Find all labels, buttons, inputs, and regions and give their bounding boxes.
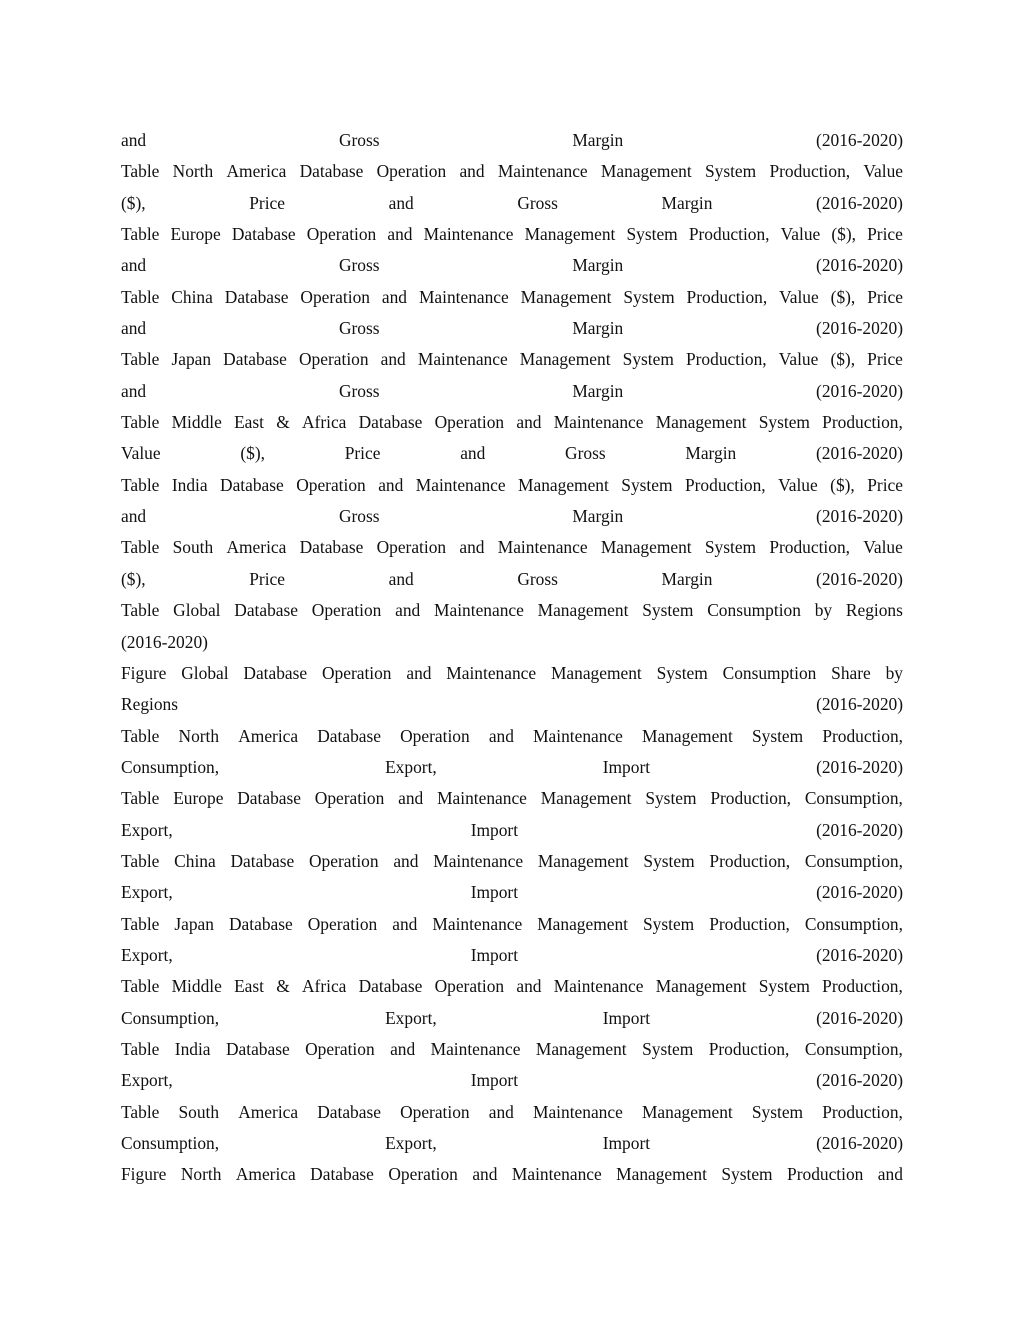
text-word: Gross [338,318,380,339]
text-word: Management [642,725,733,746]
text-word: (2016-2020) [816,192,903,213]
text-word: and [381,286,408,307]
text-word: Margin [661,568,713,589]
text-word: (2016-2020) [816,506,903,527]
text-line [121,1159,903,1190]
text-word: and [121,506,147,527]
text-word: (2016-2020) [816,1133,903,1153]
text-word: Consumption [707,600,801,621]
text-word: and [121,318,147,339]
text-word: Database [234,600,299,621]
text-line [121,1003,903,1034]
text-line [121,909,903,940]
text-word: and [393,850,419,871]
text-word: Europe [173,788,224,809]
text-word: Global [173,600,221,621]
text-word: Management [537,913,628,934]
text-word: Management [641,1101,733,1122]
text-word: Export, [121,1070,173,1091]
text-word: System [758,976,810,997]
text-word: (2016-2020) [816,944,903,965]
text-word: Value [780,224,821,245]
text-word: ($), [830,286,856,307]
text-word: Margin [572,380,624,401]
text-word: and [460,443,486,464]
text-word: Import [602,1133,651,1153]
text-word: Database [237,788,301,809]
text-word: Margin [572,506,624,527]
text-word: Gross [338,506,380,527]
text-line [121,689,903,720]
text-word: Maintenance [446,662,537,683]
text-word: Operation [305,1038,375,1059]
text-word: Global [181,662,229,683]
text-word: System [621,474,673,495]
text-word: Export, [385,1133,437,1153]
text-word: Africa [301,412,347,433]
text-word: Regions [845,600,903,621]
text-line [121,1065,903,1096]
text-word: North [172,161,214,182]
text-word: Price [867,224,903,245]
text-word: (2016-2020) [816,255,903,276]
text-word: Database [299,161,364,182]
text-word: Maintenance [433,850,524,871]
text-word: Maintenance [511,1164,602,1185]
text-word: Figure [121,1164,167,1185]
text-word: Operation [321,662,392,683]
text-word: and [398,788,424,809]
text-word: Table [121,537,160,558]
text-word: and [378,474,404,495]
text-word: Table [121,412,160,433]
text-word: Value [779,286,819,307]
text-word: Consumption, [804,850,903,871]
text-line [121,313,903,344]
text-word: Operation [376,161,447,182]
text-word: and [388,568,414,589]
text-line [121,564,903,595]
text-line [121,156,903,187]
text-word: & [276,976,290,997]
text-word: Operation [434,412,505,433]
text-word: Database [317,725,381,746]
text-word: Operation [388,1164,458,1185]
text-line [121,846,903,877]
text-line [121,501,903,532]
text-word: Maintenance [497,537,588,558]
text-word: Operation [311,600,382,621]
text-word: Production, [709,913,790,934]
text-word: (2016-2020) [816,1070,903,1091]
text-word: Maintenance [418,286,509,307]
text-word: Table [121,161,160,182]
text-word: ($), [830,474,855,495]
text-word: Table [121,286,160,307]
text-word: and [121,380,147,401]
text-word: Value [778,349,819,370]
text-word: and [488,1101,514,1122]
text-word: Maintenance [417,349,508,370]
text-word: China [171,286,213,307]
text-word: Table [121,474,160,495]
text-word: Import [470,882,519,903]
text-word: System [643,850,695,871]
text-word: and [121,130,147,150]
text-word: (2016-2020) [816,819,903,840]
text-line [121,1128,903,1159]
text-word: Operation [306,224,377,245]
text-word: Operation [309,850,379,871]
text-word: Database [220,474,284,495]
text-word: North [178,725,220,746]
text-word: Table [121,725,160,746]
text-line [121,940,903,971]
text-word: System [622,349,674,370]
text-word: Consumption, [804,1038,903,1059]
text-word: Operation [376,537,447,558]
text-word: Database [310,1164,374,1185]
text-line [121,877,903,908]
text-word: Operation [400,725,470,746]
text-word: Database [231,224,296,245]
text-word: Maintenance [533,1101,623,1122]
text-word: Database [243,662,308,683]
text-word: by [814,600,833,621]
text-word: Operation [400,1101,470,1122]
text-word: and [472,1164,498,1185]
text-word: Database [299,537,364,558]
text-word: South [178,1101,220,1122]
text-word: System [758,412,810,433]
text-word: Production, [822,1101,903,1122]
text-word: Operation [299,349,369,370]
text-word: Production, [685,349,767,370]
text-word: Maintenance [434,600,524,621]
text-line [121,344,903,375]
text-word: East [234,976,265,997]
text-word: System [643,913,695,934]
text-line [121,783,903,814]
text-word: Margin [661,192,713,213]
text-word: North [180,1164,222,1185]
text-line [121,219,903,250]
text-word: System [642,1038,694,1059]
text-word: Production, [822,976,903,997]
text-word: ($), [830,349,856,370]
text-line [121,282,903,313]
text-word: (2016-2020) [816,694,903,715]
text-line [121,1097,903,1128]
text-word: Production, [684,474,766,495]
text-word: (2016-2020) [816,882,903,903]
text-word: Consumption, [121,1133,220,1153]
text-word: ($), [121,568,146,589]
text-word: Price [867,286,903,307]
text-word: Maintenance [553,412,644,433]
list-of-tables-text [121,125,903,1191]
text-word: America [238,1101,299,1122]
text-word: Export, [121,882,173,903]
text-word: Consumption, [804,913,903,934]
text-word: System [626,224,678,245]
text-line [121,125,903,156]
text-word: Gross [565,443,606,464]
text-word: System [751,1101,804,1122]
text-word: Table [121,913,160,934]
text-word: Table [121,1038,160,1059]
text-word: and [395,600,421,621]
text-line [121,376,903,407]
text-word: Table [121,1101,160,1122]
text-word: Margin [685,443,737,464]
text-word: Import [602,1007,651,1028]
text-word: China [174,850,216,871]
text-word: Management [655,976,747,997]
text-word: Management [540,788,632,809]
text-word: Production, [822,725,903,746]
text-word: and [488,725,514,746]
text-line [121,752,903,783]
text-line [121,658,903,689]
text-word: (2016-2020) [816,380,903,401]
text-line [121,470,903,501]
text-word: Management [537,600,629,621]
text-word: Export, [385,756,437,777]
text-word: (2016-2020) [816,443,903,464]
text-word: System [721,1164,773,1185]
text-word: Management [655,412,747,433]
text-word: Table [121,788,160,809]
text-word: Consumption, [121,756,220,777]
text-word: South [172,537,214,558]
text-word: Export, [121,819,173,840]
text-word: Database [223,349,287,370]
text-word: Gross [338,130,380,150]
text-word: System [704,537,757,558]
text-word: ($), [831,224,857,245]
text-word: Table [121,976,160,997]
text-word: Gross [517,568,558,589]
text-word: Export, [385,1007,437,1028]
text-word: Management [550,662,642,683]
text-word: and [877,1164,903,1185]
text-word: Maintenance [415,474,506,495]
text-word: Japan [171,349,212,370]
text-word: (2016-2020) [816,1007,903,1028]
text-word: Maintenance [553,976,644,997]
text-word: Database [224,286,289,307]
text-word: Management [520,286,612,307]
text-word: America [226,537,287,558]
text-line: (2016-2020) [121,631,208,652]
text-word: America [238,725,299,746]
text-word: Table [121,850,160,871]
text-word: Operation [296,474,366,495]
text-word: by [885,662,903,683]
text-word: Share [831,662,871,683]
text-word: and [406,662,432,683]
text-word: & [276,412,290,433]
text-word: Database [358,412,423,433]
text-word: Import [602,756,651,777]
text-word: Price [867,349,903,370]
text-word: Operation [300,286,370,307]
text-word: Middle [171,412,222,433]
text-word: India [174,1038,211,1059]
text-word: Maintenance [432,913,523,934]
text-word: Management [535,1038,627,1059]
text-word: and [459,537,485,558]
text-word: Management [518,474,609,495]
text-word: Production, [709,850,791,871]
text-word: Production, [688,224,770,245]
text-word: Database [225,1038,290,1059]
text-word: Management [537,850,629,871]
text-word: Consumption, [121,1007,220,1028]
text-word: and [380,349,406,370]
text-word: Price [249,192,285,213]
text-word: Management [600,537,692,558]
text-word: Consumption [722,662,817,683]
text-word: Production, [769,537,850,558]
text-word: Management [616,1164,707,1185]
text-line [121,188,903,219]
text-line [121,595,903,626]
text-word: Database [228,913,293,934]
text-word: and [390,1038,416,1059]
text-word: East [234,412,265,433]
text-word: Database [317,1101,381,1122]
text-word: Figure [121,662,167,683]
text-word: India [171,474,208,495]
text-word: and [459,161,485,182]
text-word: Table [121,600,160,621]
text-word: System [645,788,697,809]
text-word: and [392,913,418,934]
text-word: Maintenance [437,788,527,809]
text-word: System [751,725,804,746]
text-word: Gross [338,255,380,276]
text-word: ($), [121,192,146,213]
text-word: America [235,1164,296,1185]
text-word: and [516,412,542,433]
text-word: and [388,192,414,213]
text-word: Maintenance [430,1038,521,1059]
text-word: Price [344,443,381,464]
text-line [121,815,903,846]
text-word: Margin [572,318,624,339]
text-word: Management [600,161,692,182]
text-word: (2016-2020) [816,318,903,339]
text-word: (2016-2020) [816,568,903,589]
text-line [121,407,903,438]
text-word: Value [121,443,161,464]
text-word: Operation [314,788,385,809]
text-word: Production, [822,412,903,433]
text-word: and [121,255,147,276]
text-line [121,532,903,563]
text-word: Production, [769,161,851,182]
text-word: Gross [338,380,380,401]
text-word: Value [778,474,818,495]
text-word: Production [787,1164,864,1185]
text-word: ($), [240,443,265,464]
text-word: Production, [708,1038,790,1059]
text-word: America [226,161,287,182]
text-word: Import [470,819,519,840]
text-line [121,438,903,469]
text-word: Production, [686,286,768,307]
text-word: (2016-2020) [816,756,903,777]
text-word: Table [121,349,160,370]
text-word: Database [230,850,295,871]
text-word: Price [867,474,903,495]
text-word: Database [358,976,423,997]
text-word: Africa [301,976,347,997]
text-word: Production, [710,788,792,809]
text-word: Maintenance [533,725,623,746]
text-word: Table [121,224,160,245]
text-line [121,971,903,1002]
text-word: Maintenance [497,161,588,182]
text-word: Management [524,224,616,245]
text-word: System [642,600,694,621]
text-word: Import [470,1070,519,1091]
text-word: Price [249,568,285,589]
text-word: and [516,976,542,997]
text-word: Operation [434,976,505,997]
text-word: System [704,161,757,182]
text-word: Export, [121,944,173,965]
text-word: and [387,224,413,245]
text-word: Operation [307,913,378,934]
text-word: Maintenance [423,224,514,245]
text-word: Middle [171,976,222,997]
text-word: (2016-2020) [816,130,903,150]
text-word: System [623,286,675,307]
text-word: Gross [517,192,558,213]
text-line [121,250,903,281]
text-word: Import [470,944,519,965]
text-word: Regions [121,694,179,715]
text-word: Japan [174,913,214,934]
text-word: Europe [170,224,221,245]
text-word: Value [863,537,903,558]
text-line [121,1034,903,1065]
text-word: Margin [572,255,624,276]
text-word: Margin [572,130,624,150]
text-word: Consumption, [804,788,903,809]
text-word: Value [863,161,903,182]
text-word: Management [519,349,611,370]
text-word: System [656,662,708,683]
text-line [121,721,903,752]
